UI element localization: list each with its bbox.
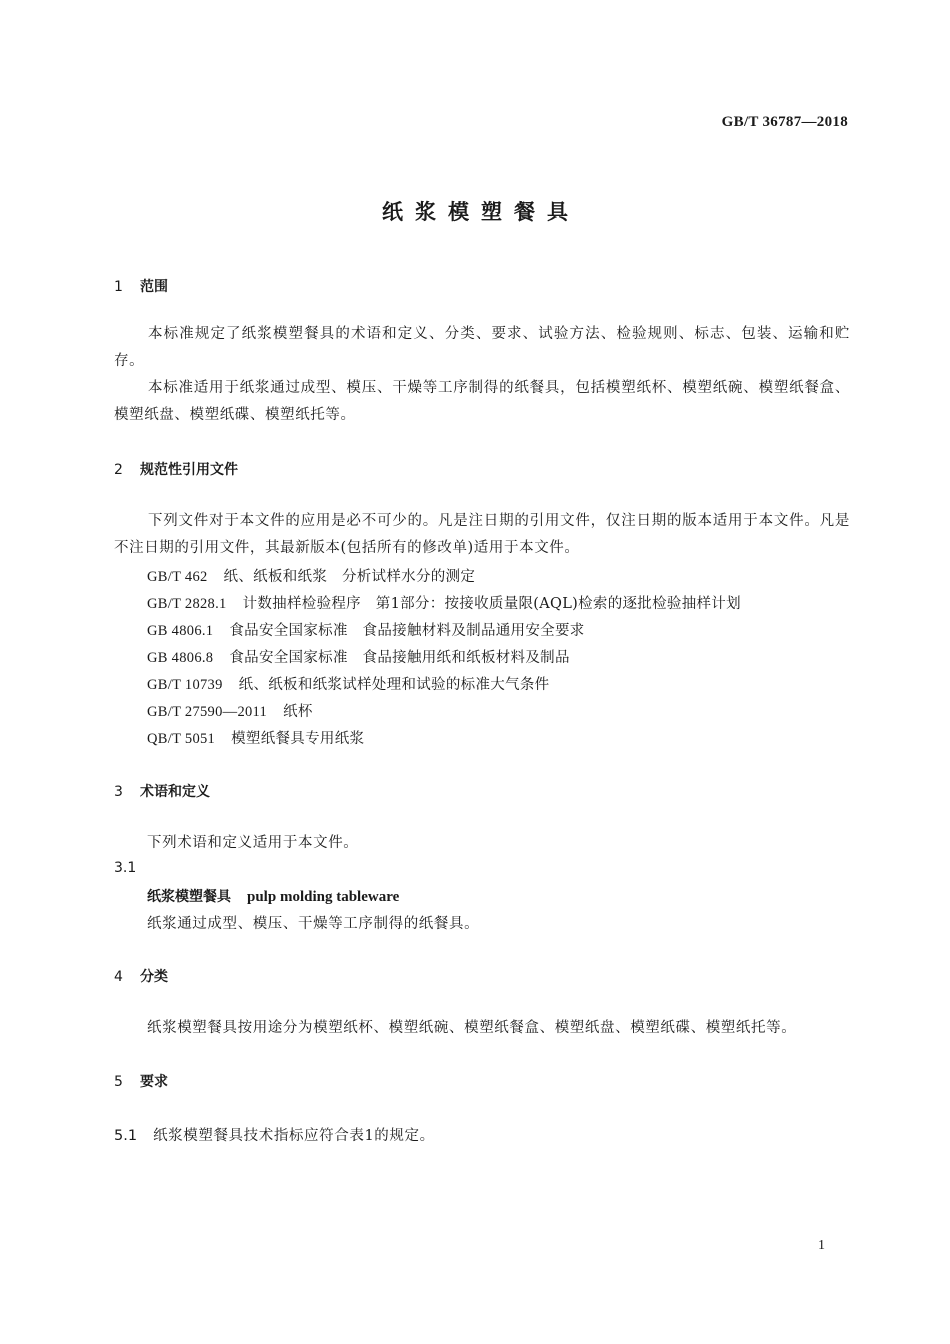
reference-title: 计数抽样检验程序 第1部分：按接收质量限(AQL)检索的逐批检验抽样计划 — [242, 596, 741, 612]
section-number: 3 — [114, 784, 123, 800]
reference-title: 食品安全国家标准 食品接触用纸和纸板材料及制品 — [229, 650, 570, 666]
subclause-text: 纸浆模塑餐具技术指标应符合表1的规定。 — [153, 1128, 435, 1144]
reference-title: 食品安全国家标准 食品接触材料及制品通用安全要求 — [229, 623, 585, 639]
section-title: 范围 — [140, 279, 168, 295]
term-english: pulp molding tableware — [247, 889, 400, 905]
section-5-heading — [114, 1071, 168, 1091]
reference-title: 纸、纸板和纸浆试样处理和试验的标准大气条件 — [238, 677, 550, 693]
section-title: 术语和定义 — [140, 784, 210, 800]
section-4-heading — [114, 966, 168, 986]
reference-item — [147, 565, 475, 586]
subclause-5-1 — [114, 1124, 435, 1145]
reference-item — [147, 727, 364, 748]
reference-code: GB/T 27590—2011 — [147, 704, 268, 720]
paragraph: 下列术语和定义适用于本文件。 — [147, 835, 359, 851]
section-number: 2 — [114, 462, 123, 478]
page-number: 1 — [818, 1238, 825, 1253]
section-2-heading — [114, 459, 238, 479]
reference-item — [147, 619, 585, 640]
section-1-heading — [114, 276, 168, 296]
reference-item — [147, 646, 570, 667]
paragraph: 纸浆模塑餐具按用途分为模塑纸杯、模塑纸碗、模塑纸餐盒、模塑纸盘、模塑纸碟、模塑纸托等。 — [147, 1020, 797, 1036]
section-title: 要求 — [140, 1074, 168, 1090]
reference-item — [147, 700, 313, 721]
reference-code: GB/T 2828.1 — [147, 596, 227, 612]
paragraph: 本标准适用于纸浆通过成型、模压、干燥等工序制得的纸餐具，包括模塑纸杯、模塑纸碗、模塑纸餐盒、模塑纸盘、模塑纸碟、模塑纸托等。 — [114, 380, 850, 423]
document-title: 纸浆模塑餐具 — [382, 200, 580, 224]
reference-title: 模塑纸餐具专用纸浆 — [231, 731, 365, 747]
section-title: 分类 — [140, 969, 168, 985]
reference-item — [147, 673, 549, 694]
reference-code: QB/T 5051 — [147, 731, 216, 747]
reference-code: GB/T 462 — [147, 569, 208, 585]
term-chinese: 纸浆模塑餐具 — [147, 889, 231, 905]
paragraph: 下列文件对于本文件的应用是必不可少的。凡是注日期的引用文件，仅注日期的版本适用于本文件。凡是不注日期的引用文件，其最新版本(包括所有的修改单)适用于本文件。 — [114, 513, 850, 556]
paragraph: 本标准规定了纸浆模塑餐具的术语和定义、分类、要求、试验方法、检验规则、标志、包装、运输和贮存。 — [114, 326, 850, 369]
term-entry — [147, 886, 399, 906]
section-3-heading — [114, 781, 210, 801]
section-number: 1 — [114, 279, 123, 295]
subclause-number: 5.1 — [114, 1128, 138, 1144]
reference-code: GB 4806.1 — [147, 623, 214, 639]
standard-code: GB/T 36787—2018 — [721, 114, 848, 130]
section-number: 4 — [114, 969, 123, 985]
reference-item — [147, 592, 741, 613]
section-number: 5 — [114, 1074, 123, 1090]
term-definition: 纸浆通过成型、模压、干燥等工序制得的纸餐具。 — [147, 916, 480, 932]
clause-number: 3.1 — [114, 860, 137, 876]
reference-title: 纸、纸板和纸浆 分析试样水分的测定 — [223, 569, 476, 585]
reference-code: GB/T 10739 — [147, 677, 223, 693]
reference-title: 纸杯 — [283, 704, 313, 720]
reference-code: GB 4806.8 — [147, 650, 214, 666]
section-title: 规范性引用文件 — [140, 462, 238, 478]
